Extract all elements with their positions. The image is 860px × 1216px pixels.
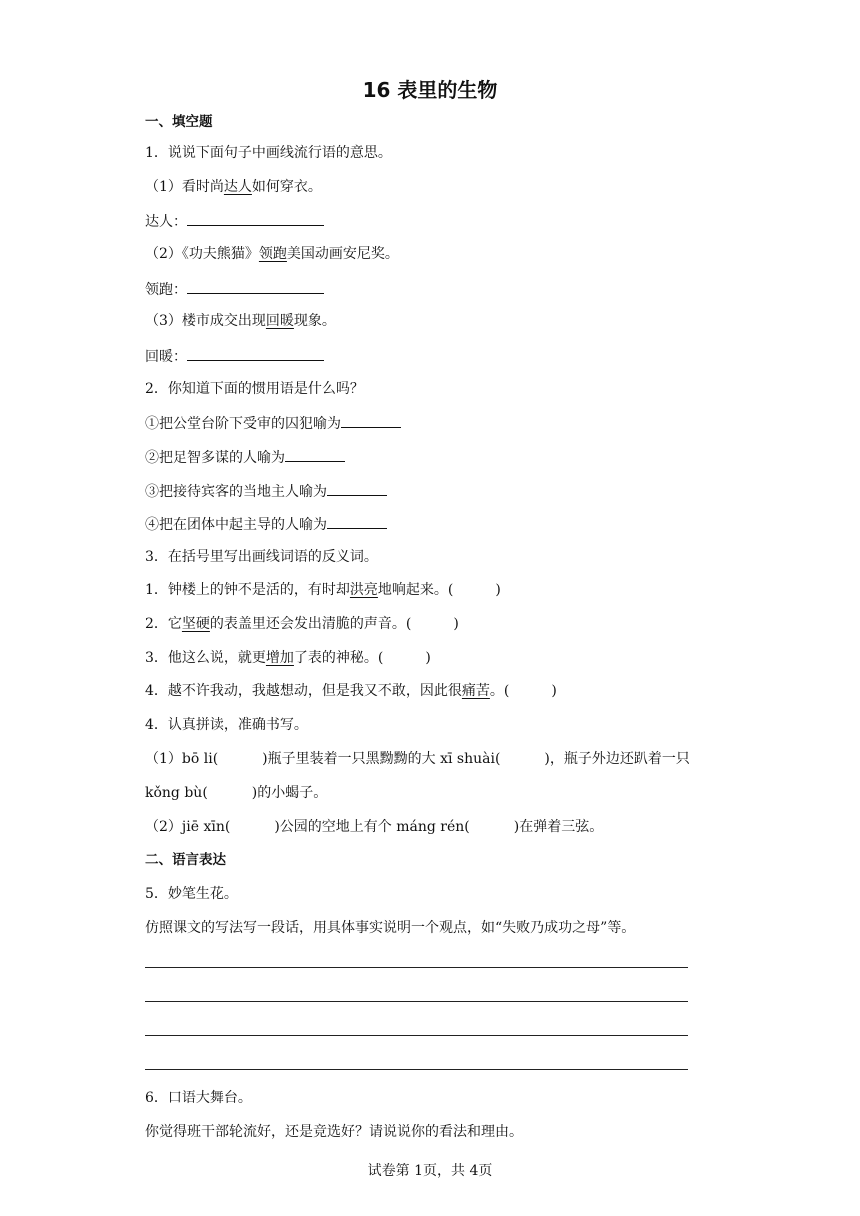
underlined-term: 达人 (223, 179, 252, 195)
answer-line-1: 达人： (145, 210, 324, 232)
question-3-item-1: 1．钟楼上的钟不是活的，有时却洪亮地响起来。( ) (145, 582, 501, 598)
question-5-stem: 5．妙笔生花。 (145, 886, 238, 902)
question-2-item-4: ④把在团体中起主导的人喻为 (145, 513, 387, 535)
question-6-stem: 6．口语大舞台。 (145, 1090, 252, 1106)
question-1-item-1: （1）看时尚达人如何穿衣。 (145, 179, 322, 195)
question-1-item-3: （3）楼市成交出现回暖现象。 (145, 313, 336, 329)
question-4-line-3: （2）jiē xīn( )公园的空地上有个 máng rén( )在弹着三弦。 (145, 819, 604, 835)
question-1-item-2: （2）《功夫熊猫》领跑美国动画安尼奖。 (145, 246, 399, 262)
page-footer: 试卷第 1页，共 4页 (367, 1163, 493, 1179)
question-1-stem: 1．说说下面句子中画线流行语的意思。 (145, 145, 392, 161)
section-heading-language-expression: 二、语言表达 (145, 852, 226, 868)
underlined-term: 痛苦 (461, 683, 490, 699)
writing-line[interactable] (145, 1035, 688, 1036)
question-3-stem: 3．在括号里写出画线词语的反义词。 (145, 549, 378, 565)
answer-line-2: 领跑： (145, 278, 324, 300)
underlined-term: 增加 (265, 650, 294, 666)
question-6-prompt: 你觉得班干部轮流好，还是竞选好？请说说你的看法和理由。 (145, 1124, 523, 1140)
answer-blank[interactable] (327, 480, 387, 496)
question-3-item-4: 4．越不许我动，我越想动，但是我又不敢，因此很痛苦。( ) (145, 683, 557, 699)
question-4-line-1: （1）bō li( )瓶子里装着一只黑黝黝的大 xī shuài( )，瓶子外边还趴着一只 (145, 751, 690, 767)
writing-line[interactable] (145, 1001, 688, 1002)
question-5-prompt: 仿照课文的写法写一段话，用具体事实说明一个观点，如“失败乃成功之母”等。 (145, 920, 636, 936)
answer-line-3: 回暖： (145, 345, 324, 367)
question-3-item-3: 3．他这么说，就更增加了表的神秘。( ) (145, 650, 431, 666)
question-4-stem: 4．认真拼读，准确书写。 (145, 717, 308, 733)
answer-blank[interactable] (187, 210, 324, 226)
answer-blank[interactable] (187, 278, 324, 294)
question-2-item-1: ①把公堂台阶下受审的囚犯喻为 (145, 412, 401, 434)
underlined-term: 领跑 (258, 246, 287, 262)
question-2-item-3: ③把接待宾客的当地主人喻为 (145, 480, 387, 502)
question-4-line-2: kǒng bù( )的小蝎子。 (145, 785, 328, 801)
writing-line[interactable] (145, 967, 688, 968)
underlined-term: 回暖 (265, 313, 294, 329)
section-heading-fill-blank: 一、填空题 (145, 114, 213, 130)
answer-blank[interactable] (327, 513, 387, 529)
answer-blank[interactable] (187, 345, 324, 361)
question-3-item-2: 2．它坚硬的表盖里还会发出清脆的声音。( ) (145, 616, 459, 632)
underlined-term: 坚硬 (181, 616, 210, 632)
question-2-stem: 2．你知道下面的惯用语是什么吗？ (145, 381, 364, 397)
page-title: 16 表里的生物 (362, 78, 498, 102)
writing-line[interactable] (145, 1069, 688, 1070)
underlined-term: 洪亮 (349, 582, 378, 598)
answer-blank[interactable] (285, 446, 345, 462)
question-2-item-2: ②把足智多谋的人喻为 (145, 446, 345, 468)
answer-blank[interactable] (341, 412, 401, 428)
